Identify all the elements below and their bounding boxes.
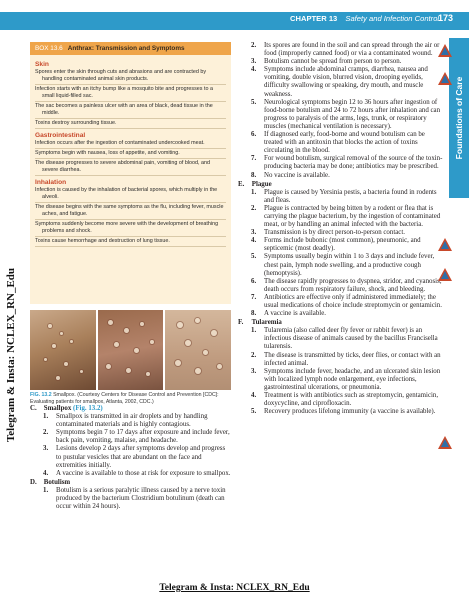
item-number: 1.	[43, 413, 49, 421]
chapter-label: CHAPTER 13	[290, 14, 338, 23]
list-item	[238, 408, 443, 416]
section-heading	[30, 405, 232, 413]
side-watermark-text: Telegram & Insta: NCLEX_RN_Edu	[5, 267, 17, 443]
item-number: 5.	[251, 98, 257, 106]
list-item	[238, 294, 443, 310]
box-subheading: Gastrointestinal	[35, 132, 86, 139]
box-subheading: Skin	[35, 61, 49, 68]
figure-label: FIG. 13.2	[30, 392, 52, 398]
item-text: Plague is contracted by being bitten by a rodent or flea that is carrying the plague bacterium, by the ingestion of contaminated meat, or by handling an animal infected with the bacteria.	[264, 204, 441, 229]
list-item	[238, 58, 443, 66]
item-number: 3.	[251, 229, 257, 237]
box-subheading: Inhalation	[35, 179, 67, 186]
info-box-id: BOX 13.6	[35, 45, 63, 52]
item-number: 4.	[251, 237, 257, 245]
item-text: Symptoms include fever, headache, and an ulcerated skin lesion with localized lymph node enlargement, eye infections, gastrointestinal ulcerations, or pneumonia.	[264, 367, 441, 391]
section-side-tab	[449, 38, 469, 198]
item-text: For wound botulism, surgical removal of the source of the toxin-producing bacteria may be done; antibiotics may be prescribed.	[264, 155, 443, 171]
page-number: 173	[438, 13, 454, 23]
list-item	[238, 42, 443, 58]
item-text: Neurological symptoms begin 12 to 36 hours after ingestion of food-borne botulism and 24 to 72 hours after inhalation and can progress to paralysis of the arms, legs, trunk, or respiratory muscles (mechanical ventilation is necessary).	[264, 98, 441, 130]
item-text: The disease rapidly progresses to dyspnea, stridor, and cyanosis; death occurs from respiratory failure, shock, and bleeding.	[264, 277, 442, 293]
list-item	[238, 253, 443, 277]
info-box-header	[30, 42, 231, 55]
list-item	[30, 429, 232, 445]
smallpox-photo-child	[30, 310, 96, 390]
list-item	[238, 131, 443, 155]
item-number: 8.	[251, 171, 257, 179]
smallpox-photo-arm	[165, 310, 231, 390]
list-item	[30, 445, 232, 469]
item-text: Forms include bubonic (most common), pneumonic, and septicemic (most deadly).	[264, 237, 421, 253]
list-item	[238, 327, 443, 351]
box-line: Infection starts with an itchy bump like a mosquito bite and progresses to a small liquid-filled sac.	[35, 86, 226, 102]
item-text: Lesions develop 2 days after symptoms develop and progress to pustular vesicles that are abundant on the face and extremities initially.	[56, 445, 226, 469]
section-title: Botulism	[43, 478, 71, 486]
item-number: 2.	[43, 429, 49, 437]
item-text: The disease is transmitted by ticks, deer flies, or contact with an infected animal.	[264, 351, 441, 367]
list-item	[30, 487, 232, 511]
item-text: No vaccine is available.	[264, 171, 330, 179]
item-number: 1.	[43, 486, 49, 494]
section-title: Smallpox	[43, 405, 72, 412]
right-column	[238, 42, 443, 416]
item-number: 4.	[251, 66, 257, 74]
item-text: Transmission is by direct person-to-person contact.	[264, 229, 405, 237]
figure-caption-text: Smallpox. (Courtesy Centers for Disease Control and Prevention [CDC]: Evaluating patients for smallpox, Atlanta, 2002, CDC.)	[30, 392, 219, 405]
list-item	[238, 66, 443, 98]
running-header	[290, 14, 439, 23]
item-text: Botulism is a serious paralytic illness caused by a nerve toxin produced by the bacterium Clostridium botulinum (death can occur within 24 hours).	[56, 486, 226, 511]
section-heading	[30, 479, 232, 487]
item-number: 5.	[251, 408, 257, 416]
item-number: 8.	[251, 310, 257, 318]
section-title: Tularemia	[251, 319, 282, 327]
item-text: If diagnosed early, food-borne and wound botulism can be treated with an antitoxin that blocks the action of toxins circulating in the blood.	[264, 131, 425, 155]
section-letter: D.	[30, 478, 37, 486]
item-text: Antibiotics are effective only if administered immediately; the usual medications of choice include streptomycin or gentamicin.	[264, 293, 442, 309]
item-text: Its spores are found in the soil and can spread through the air or food (improperly canned food) or via a contaminated wound.	[264, 42, 440, 58]
item-text: Symptoms begin 7 to 17 days after exposure and include fever, back pain, vomiting, malaise, and headache.	[56, 429, 230, 445]
item-text: Recovery produces lifelong immunity (a vaccine is available).	[264, 408, 436, 416]
side-watermark	[4, 230, 18, 480]
item-number: 4.	[251, 392, 257, 400]
item-number: 1.	[251, 327, 257, 335]
list-item	[30, 413, 232, 429]
box-line: Symptoms suddenly become more severe with the development of breathing problems and shock.	[35, 221, 226, 237]
item-number: 2.	[251, 42, 257, 49]
info-box-title: Anthrax: Transmission and Symptoms	[67, 45, 185, 52]
item-number: 3.	[251, 58, 257, 66]
item-number: 2.	[251, 204, 257, 212]
item-number: 7.	[251, 293, 257, 301]
item-text: Botulism cannot be spread from person to person.	[264, 58, 402, 66]
info-box-body	[30, 55, 231, 247]
priority-warning-icon	[438, 436, 453, 449]
item-text: Tularemia (also called deer fly fever or rabbit fever) is an infectious disease of animals caused by the bacillus Francisella tularensis.	[264, 327, 438, 351]
list-item	[238, 352, 443, 368]
list-item	[238, 155, 443, 171]
list-item	[238, 205, 443, 229]
list-item	[238, 368, 443, 392]
item-number: 6.	[251, 131, 257, 139]
list-item	[238, 278, 443, 294]
box-line: Toxins cause hemorrhage and destruction of lung tissue.	[35, 238, 226, 247]
box-line: The disease progresses to severe abdominal pain, vomiting of blood, and severe diarrhea.	[35, 160, 226, 176]
chapter-title: Safety and Infection Control	[345, 14, 440, 23]
box-line: Infection is caused by the inhalation of bacterial spores, which multiply in the alveoli.	[35, 187, 226, 203]
item-number: 1.	[251, 188, 257, 196]
box-line: Infection occurs after the ingestion of contaminated undercooked meat.	[35, 140, 226, 149]
section-letter: F.	[238, 319, 244, 327]
item-text: A vaccine is available.	[264, 310, 326, 318]
section-heading	[238, 181, 443, 189]
section-heading	[238, 319, 443, 327]
list-item	[238, 172, 443, 180]
figure-link[interactable]: (Fig. 13.2)	[73, 405, 103, 412]
priority-warning-icon	[438, 238, 453, 251]
item-number: 5.	[251, 253, 257, 261]
item-number: 6.	[251, 277, 257, 285]
list-item	[238, 310, 443, 318]
left-column	[30, 404, 232, 511]
section-letter: C.	[30, 405, 37, 412]
item-number: 7.	[251, 155, 257, 163]
figure-photos	[30, 310, 231, 390]
list-item	[238, 237, 443, 253]
item-text: Smallpox is transmitted in air droplets and by handling contaminated materials and is highly contagious.	[56, 413, 208, 429]
item-text: Treatment is with antibiotics such as streptomycin, gentamicin, doxycycline, and ciprofloxacin.	[264, 392, 439, 408]
item-number: 2.	[251, 351, 257, 359]
section-title: Plague	[251, 180, 272, 188]
box-line: The disease begins with the same symptoms as the flu, including fever, muscle aches, and fatigue.	[35, 204, 226, 220]
list-item	[238, 99, 443, 131]
list-item	[238, 392, 443, 408]
footer-watermark: Telegram & Insta: NCLEX_RN_Edu	[159, 583, 310, 593]
priority-warning-icon	[438, 72, 453, 85]
box-line: Spores enter the skin through cuts and abrasions and are contracted by handling contaminated animal skin products.	[35, 69, 226, 85]
info-box	[30, 42, 231, 304]
list-item	[238, 229, 443, 237]
item-text: Plague is caused by Yersinia pestis, a bacteria found in rodents and fleas.	[264, 188, 437, 204]
side-tab-label: Foundations of Care	[454, 76, 464, 160]
item-text: Symptoms include abdominal cramps, diarrhea, nausea and vomiting, double vision, blurred vision, drooping eyelids, difficulty swallowing or speaking, dry mouth, and muscle weakness.	[264, 66, 428, 98]
smallpox-photo-torso	[98, 310, 164, 390]
list-item	[238, 189, 443, 205]
priority-warning-icon	[438, 268, 453, 281]
box-line: The sac becomes a painless ulcer with an area of black, dead tissue in the middle.	[35, 103, 226, 119]
item-number: 3.	[251, 367, 257, 375]
section-letter: E.	[238, 180, 245, 188]
priority-warning-icon	[438, 44, 453, 57]
item-number: 3.	[43, 445, 49, 453]
item-number: 4.	[43, 469, 49, 477]
item-text: Symptoms usually begin within 1 to 3 days and include fever, chest pain, lymph node swelling, and a productive cough (hemoptysis).	[264, 253, 435, 277]
box-line: Symptoms begin with nausea, loss of appetite, and vomiting.	[35, 150, 226, 159]
item-text: A vaccine is available to those at risk for exposure to smallpox.	[56, 469, 231, 477]
box-line: Toxins destroy surrounding tissue.	[35, 120, 226, 129]
list-item	[30, 470, 232, 478]
